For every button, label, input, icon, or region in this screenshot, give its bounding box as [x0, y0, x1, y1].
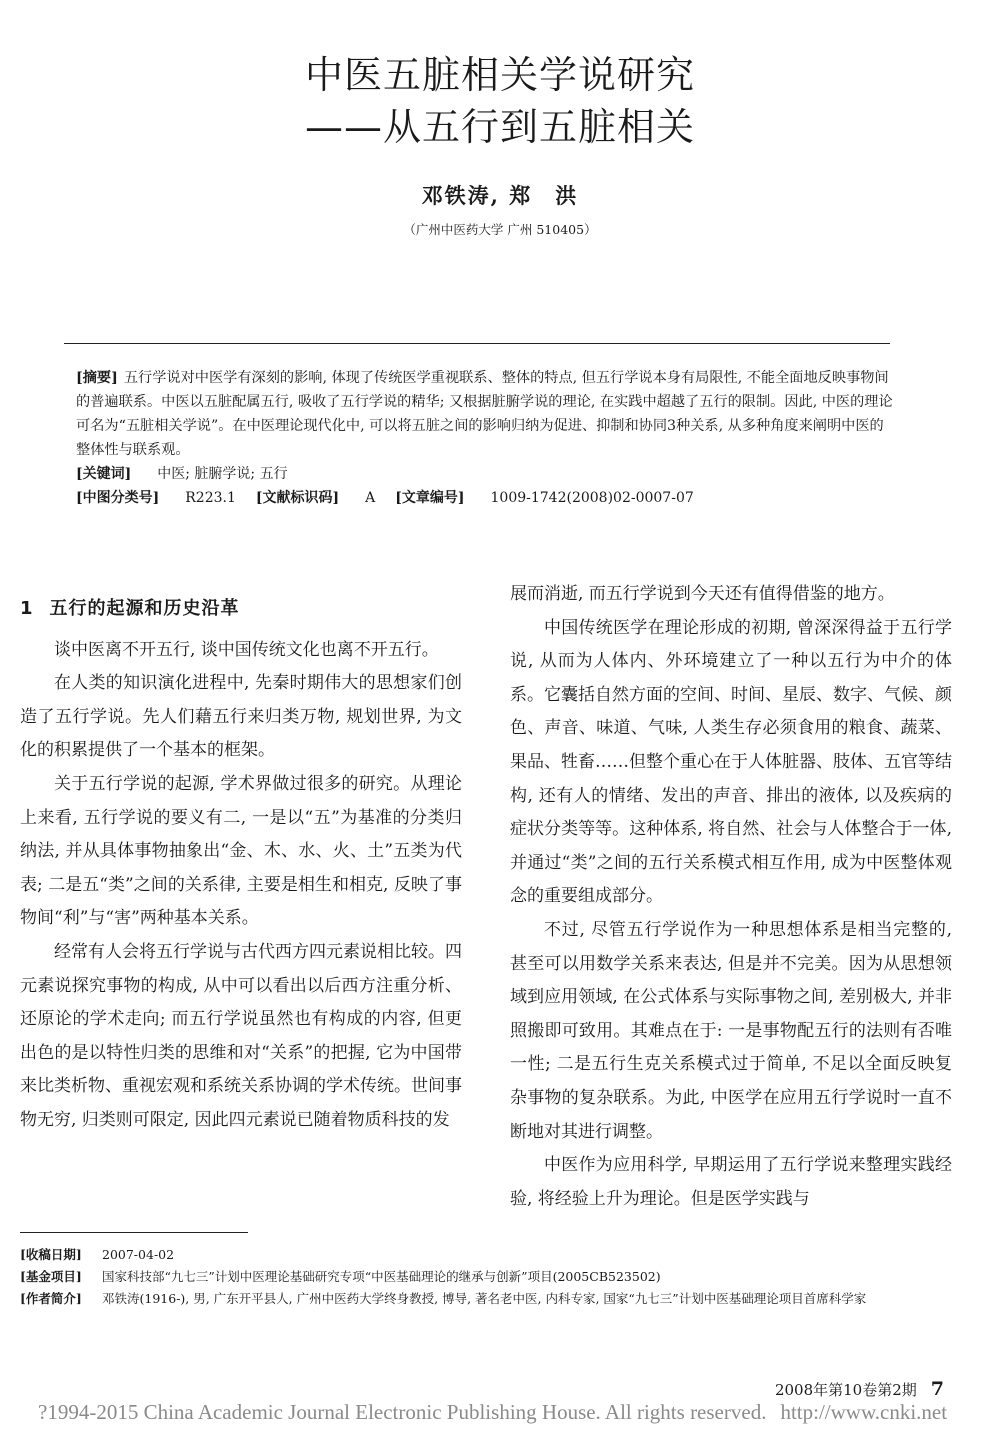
keywords-text: 中医; 脏腑学说; 五行: [157, 466, 288, 482]
article-no-label: [文章编号]: [395, 490, 465, 506]
page-info: [775, 1378, 944, 1400]
page-number: 7: [930, 1378, 944, 1400]
article-no-value: 1009-1742(2008)02-0007-07: [490, 490, 694, 506]
keywords-label: [关键词]: [76, 466, 132, 482]
author-label: [作者简介]: [20, 1291, 82, 1306]
abstract: [76, 366, 894, 462]
classification-line: [76, 486, 894, 510]
footnotes: [20, 1244, 960, 1310]
issue-info: 2008年第10卷第2期: [774, 1381, 917, 1399]
paragraph: 经常有人会将五行学说与古代西方四元素说相比较。四元素说探究事物的构成, 从中可以看出以后西方注重分析、还原论的学术走向; 而五行学说虽然也有构成的内容, 但更出色的是以特性归类的思维和对“关系”的把握, 它为中国带来比类析物、重视宏观和系统关系协调的学术传统。世间事物无穷, 归类则可限定, 因此四元素说已随着物质科技的发: [20, 941, 462, 1130]
copyright-text: ?1994-2015 China Academic Journal Electronic Publishing House. All rights reserved.: [38, 1400, 767, 1424]
fund-label: [基金项目]: [20, 1269, 82, 1284]
section-heading: [20, 592, 462, 626]
title-line-2: ——从五行到五脏相关: [304, 105, 695, 149]
doc-code-label: [文献标识码]: [255, 490, 340, 506]
received-label: [收稿日期]: [20, 1247, 82, 1262]
keywords: [76, 462, 894, 486]
doc-code-value: A: [365, 490, 376, 506]
received-value: 2007-04-02: [102, 1247, 175, 1262]
copyright-watermark: [38, 1400, 947, 1425]
title-line-1: 中医五脏相关学说研究: [304, 53, 695, 97]
footnote-author: [20, 1288, 960, 1310]
footnote-fund: [20, 1266, 960, 1288]
affiliation: （广州中医药大学 广州 510405）: [403, 222, 597, 237]
cnki-link[interactable]: http://www.cnki.net: [780, 1400, 948, 1424]
paragraph: 在人类的知识演化进程中, 先秦时期伟大的思想家们创造了五行学说。先人们藉五行来归类万物, 规划世界, 为文化的积累提供了一个基本的框架。: [20, 673, 462, 761]
clc-value: R223.1: [185, 490, 236, 506]
paragraph: 中医作为应用科学, 早期运用了五行学说来整理实践经验, 将经验上升为理论。但是医学实践与: [510, 1155, 952, 1209]
fund-value: 国家科技部“九七三”计划中医理论基础研究专项“中医基础理论的继承与创新”项目(2005CB523502): [102, 1269, 661, 1284]
divider-top: [64, 343, 890, 344]
footnote-received: [20, 1244, 960, 1266]
paragraph: 关于五行学说的起源, 学术界做过很多的研究。从理论上来看, 五行学说的要义有二, 一是以“五”为基准的分类归纳法, 并从具体事物抽象出“金、木、水、火、土”五类为代表; 二是五“类”之间的关系律, 主要是相生和相克, 反映了事物间“利”与“害”两种基本关系。: [20, 773, 462, 929]
clc-label: [中图分类号]: [76, 490, 160, 506]
author-value: 邓铁涛(1916-), 男, 广东开平县人, 广州中医药大学终身教授, 博导, 著名老中医, 内科专家, 国家“九七三”计划中医基础理论项目首席科学家: [102, 1291, 867, 1306]
footnote-divider: [20, 1232, 248, 1233]
abstract-text: 五行学说对中医学有深刻的影响, 体现了传统医学重视联系、整体的特点, 但五行学说本身有局限性, 不能全面地反映事物间的普遍联系。中医以五脏配属五行, 吸收了五行学说的精华; 又根据脏腑学说的理论, 在实践中超越了五行的限制。因此, 中医的理论可名为“五脏相关学说”。在中医理论现代化中, 可以将五脏之间的影响归纳为促进、抑制和协同3种关系, 从多种角度来阐明中医的整体性与联系观。: [76, 370, 893, 458]
paragraph: 谈中医离不开五行, 谈中国传统文化也离不开五行。: [54, 639, 439, 660]
section-title: 五行的起源和历史沿革: [49, 598, 240, 619]
authors: 邓铁涛, 郑 洪: [421, 183, 579, 208]
paragraph: 中国传统医学在理论形成的初期, 曾深深得益于五行学说, 从而为人体内、外环境建立了一种以五行为中介的体系。它囊括自然方面的空间、时间、星辰、数字、气候、颜色、声音、味道、气味, 人类生存必须食用的粮食、蔬菜、果品、牲畜……但整个重心在于人体脏器、肢体、五官等结构, 还有人的情绪、发出的声音、排出的液体, 以及疾病的症状分类等等。这种体系, 将自然、社会与人体整合于一体, 并通过“类”之间的五行关系模式相互作用, 成为中医整体观念的重要组成部分。: [510, 617, 952, 907]
abstract-block: [76, 366, 894, 510]
paragraph-continued: 展而消逝, 而五行学说到今天还有值得借鉴的地方。: [510, 584, 895, 604]
section-number: 1: [20, 598, 34, 619]
body-column-left: [20, 578, 462, 1138]
body-column-right: [510, 578, 952, 1216]
abstract-label: [摘要]: [76, 370, 118, 386]
paragraph: 不过, 尽管五行学说作为一种思想体系是相当完整的, 甚至可以用数学关系来表达, 但是并不完美。因为从思想领域到应用领域, 在公式体系与实际事物之间, 差别极大, 并非照搬即可致用。其难点在于: 一是事物配五行的法则有否唯一性; 二是五行生克关系模式过于简单, 不足以全面反映复杂事物的复杂联系。为此, 中医学在应用五行学说时一直不断地对其进行调整。: [510, 919, 952, 1142]
